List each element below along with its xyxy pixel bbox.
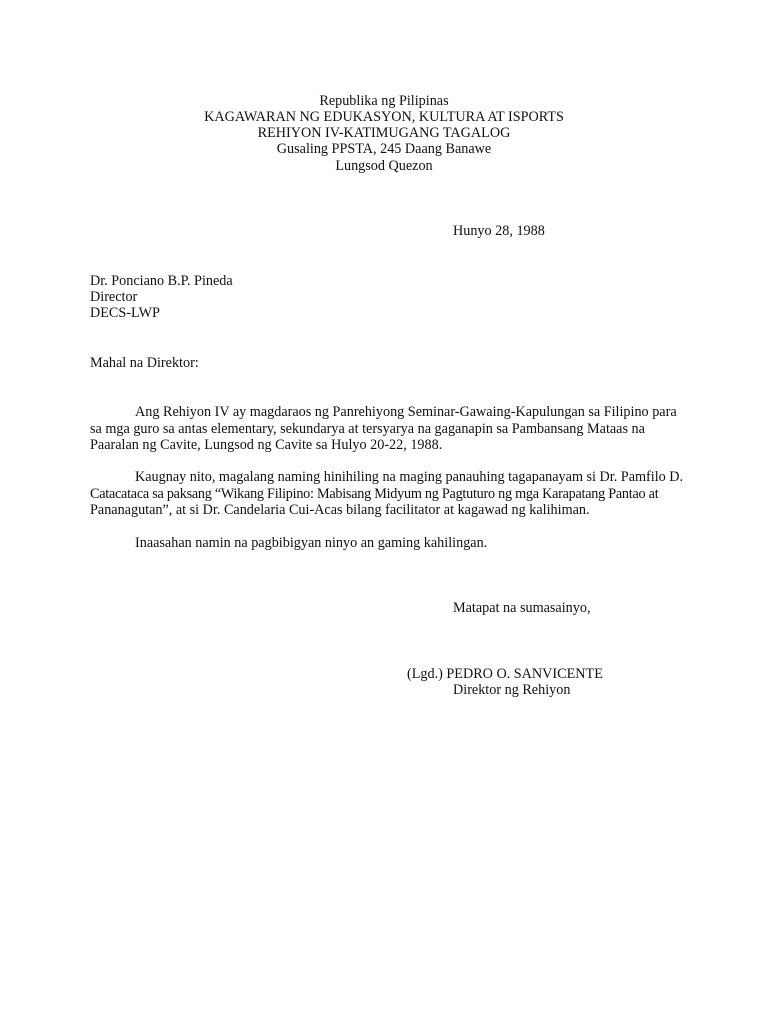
paragraph-line: Kaugnay nito, magalang naming hinihiling na maging panauhing tagapanayam si Dr. Pamfilo D. <box>135 469 684 485</box>
recipient-name: Dr. Ponciano B.P. Pineda <box>90 273 233 289</box>
paragraph-line: Paaralan ng Cavite, Lungsod ng Cavite sa Hulyo 20-22, 1988. <box>90 437 443 453</box>
letterhead-region: REHIYON IV-KATIMUGANG TAGALOG <box>257 125 511 141</box>
body-paragraph-1 <box>90 404 690 454</box>
paragraph-line: sa mga guro sa antas elementary, sekundarya at tersyarya na gaganapin sa Pambansang Mataas na <box>90 420 645 437</box>
body-paragraph-3 <box>90 535 690 552</box>
body-paragraph-2 <box>90 469 690 519</box>
letter-date: Hunyo 28, 1988 <box>453 223 545 239</box>
paragraph-line: Ang Rehiyon IV ay magdaraos ng Panrehiyong Seminar-Gawaing-Kapulungan sa Filipino para <box>135 404 677 420</box>
paragraph-line: Pananagutan”, at si Dr. Candelaria Cui-Acas bilang facilitator at kagawad ng kalihiman. <box>90 502 590 518</box>
recipient-title: Director <box>90 289 138 305</box>
signature-name: (Lgd.) PEDRO O. SANVICENTE <box>407 666 603 682</box>
letterhead-city: Lungsod Quezon <box>335 158 433 174</box>
letterhead-republic: Republika ng Pilipinas <box>319 93 449 109</box>
signature-title: Direktor ng Rehiyon <box>453 682 571 698</box>
closing: Matapat na sumasainyo, <box>453 600 591 616</box>
letterhead-building: Gusaling PPSTA, 245 Daang Banawe <box>276 141 492 157</box>
paragraph-line: Catacataca sa paksang “Wikang Filipino: Mabisang Midyum ng Pagtuturo ng mga Karapatang Pantao at <box>90 485 659 502</box>
recipient-office: DECS-LWP <box>90 305 160 321</box>
paragraph-line: Inaasahan namin na pagbibigyan ninyo an gaming kahilingan. <box>135 535 488 551</box>
salutation: Mahal na Direktor: <box>90 355 199 371</box>
letterhead-department: KAGAWARAN NG EDUKASYON, KULTURA AT ISPORTS <box>204 109 564 125</box>
